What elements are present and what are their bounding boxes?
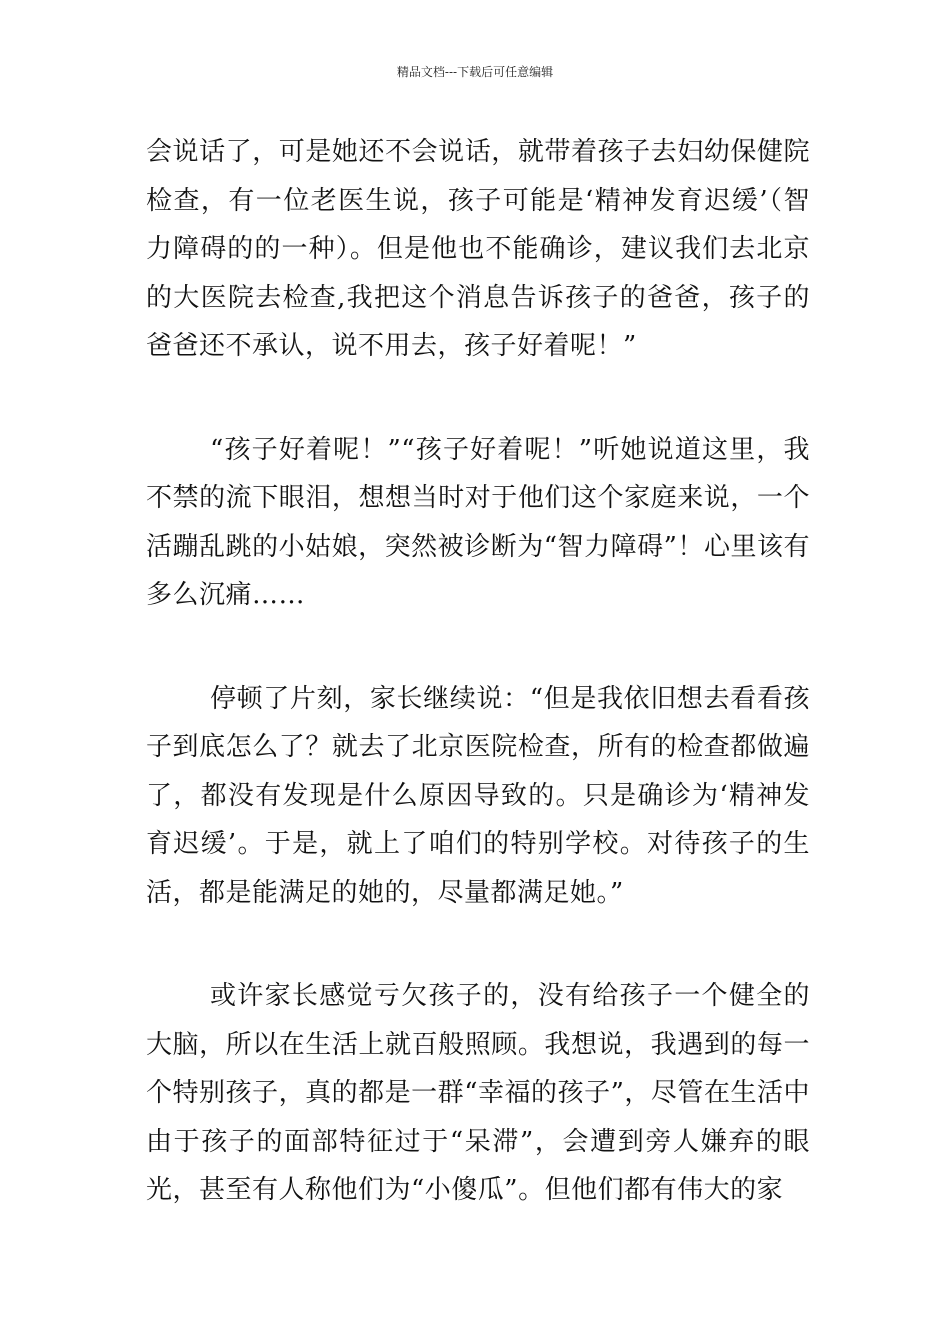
document-body [146,128,810,1215]
page-header: 精品文档---下载后可任意编辑 [396,65,554,79]
paragraph-1: 会说话了，可是她还不会说话，就带着孩子去妇幼保健院检查，有一位老医生说，孩子可能是‘精神发育迟缓’（智力障碍的的一种）。但是他也不能确诊，建议我们去北京的大医院去检查,我把这个消息告诉孩子的爸爸，孩子的爸爸还不承认，说不用去，孩子好着呢！” [146,137,810,361]
paragraph-gap [146,620,810,675]
paragraph-gap [146,917,810,972]
paragraph-3: 停顿了片刻，家长继续说：“但是我依旧想去看看孩子到底怎么了？就去了北京医院检查，所有的检查都做遍了，都没有发现是什么原因导致的。只是确诊为‘精神发育迟缓’。于是，就上了咱们的特别学校。对待孩子的生活，都是能满足的她的，尽量都满足她。” [146,683,810,908]
paragraph-gap [146,371,810,426]
paragraph-2: “孩子好着呢！”“孩子好着呢！”听她说道这里，我不禁的流下眼泪，想想当时对于他们这个家庭来说，一个活蹦乱跳的小姑娘，突然被诊断为“智力障碍”！心里该有多么沉痛…… [146,434,810,610]
paragraph-4: 或许家长感觉亏欠孩子的，没有给孩子一个健全的大脑，所以在生活上就百般照顾。我想说，我遇到的每一个特别孩子，真的都是一群“幸福的孩子”，尽管在生活中由于孩子的面部特征过于“呆滞”，会遭到旁人嫌弃的眼光，甚至有人称他们为“小傻瓜”。但他们都有伟大的家 [146,981,810,1205]
